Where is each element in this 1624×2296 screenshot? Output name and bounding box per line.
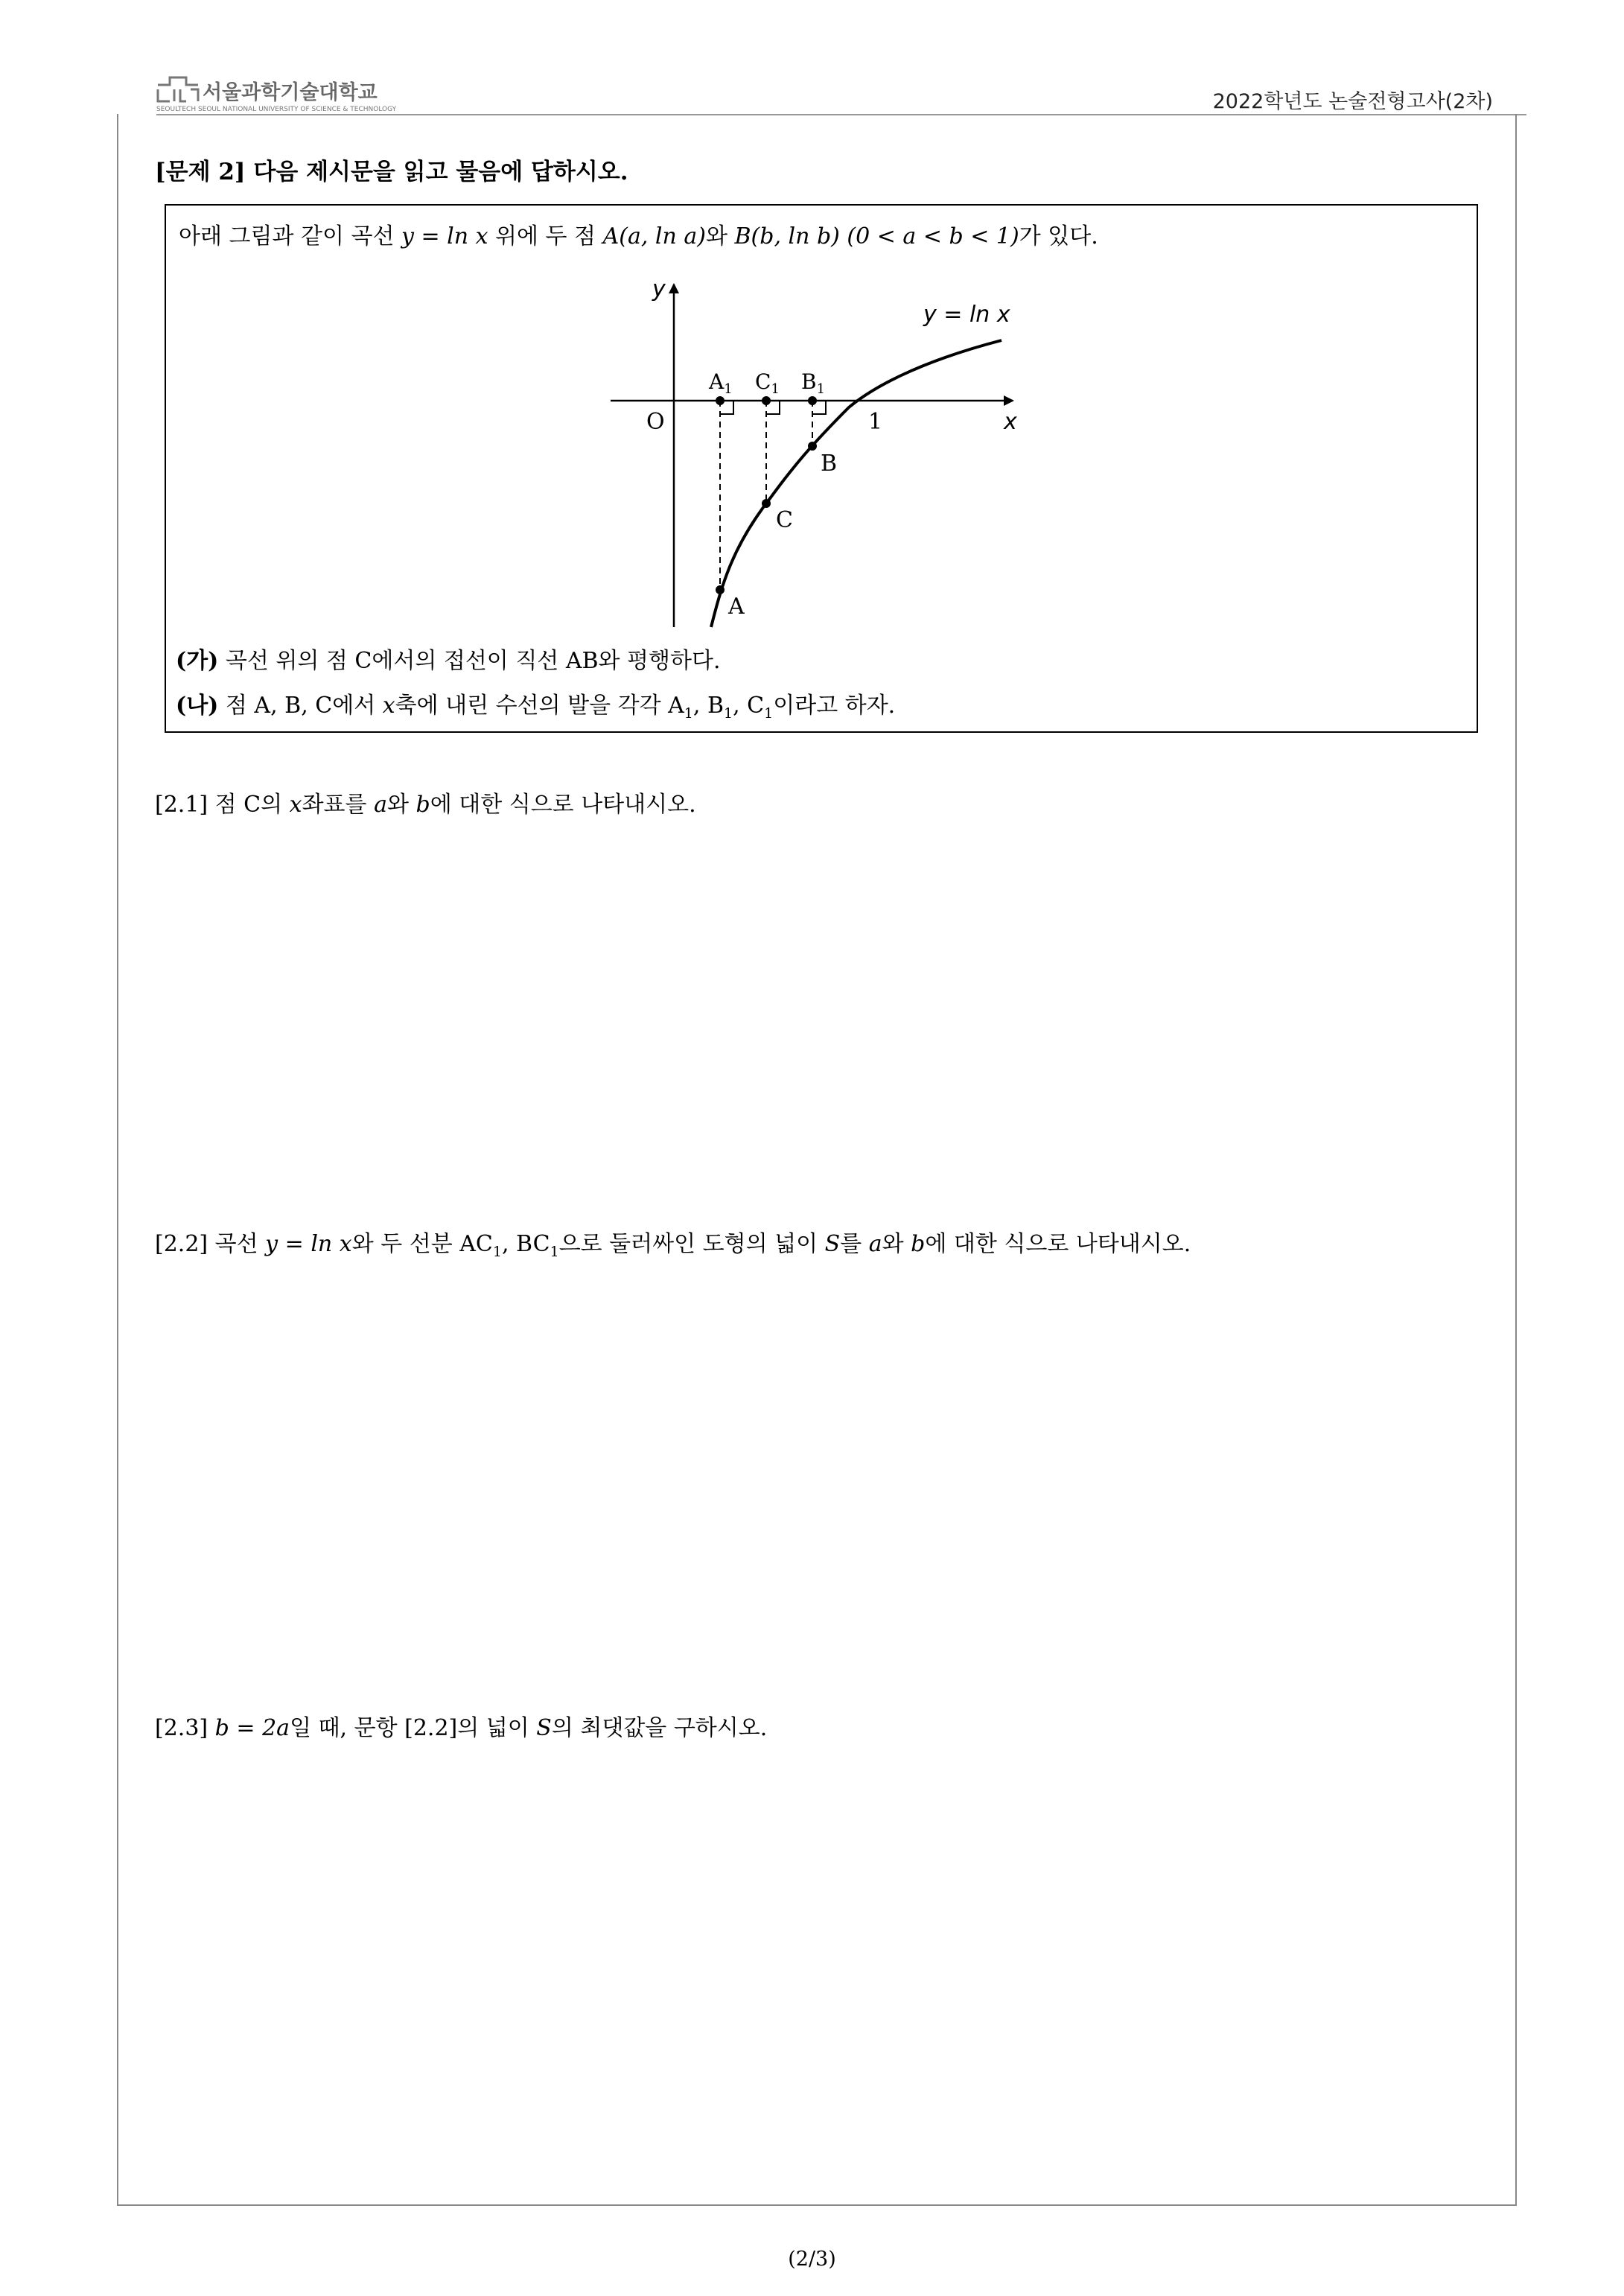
page-number: (2/3) xyxy=(788,2248,836,2271)
logo-english-name: SEOULTECH SEOUL NATIONAL UNIVERSITY OF SCIENCE & TECHNOLOGY xyxy=(156,106,397,113)
curve-label: y = ln x xyxy=(923,302,1010,328)
seoultech-emblem-icon xyxy=(156,76,200,106)
point-b1-label: $B_1$ xyxy=(801,369,826,397)
y-axis-label: y xyxy=(652,276,666,302)
point-a1-label: $A_1$ xyxy=(709,369,733,397)
origin-label: O xyxy=(646,409,665,435)
math-point-b: B(b, ln b) xyxy=(734,223,840,249)
math-point-a: A(a, ln a) xyxy=(602,223,706,249)
math-curve: y = ln x xyxy=(401,223,488,249)
point-c1-dot xyxy=(762,396,771,405)
condition-ga-label: (가) xyxy=(176,648,219,674)
point-b-label: B xyxy=(821,451,838,477)
question-2-3: [2.3] b = 2a일 때, 문항 [2.2]의 넓이 S의 최댓값을 구하시오. xyxy=(155,1715,768,1741)
x-axis-label: x xyxy=(1004,409,1017,435)
point-a-label: A xyxy=(728,594,745,620)
logo-korean-name: 서울과학기술대학교 xyxy=(203,81,378,104)
question-2-2-number: [2.2] xyxy=(155,1231,208,1257)
problem-title: [문제 2] 다음 제시문을 읽고 물음에 답하시오. xyxy=(155,159,628,185)
one-label: 1 xyxy=(868,409,883,435)
question-2-1-number: [2.1] xyxy=(155,792,208,818)
passage-intro: 아래 그림과 같이 곡선 y = ln x 위에 두 점 A(a, ln a)와 B(b, ln b) (0 < a < b < 1)가 있다. xyxy=(179,223,1098,249)
point-a-dot xyxy=(716,585,725,594)
point-b1-dot xyxy=(808,396,817,405)
question-2-2: [2.2] 곡선 y = ln x와 두 선분 $AC_1$, $BC_1$으로 둘러싸인 도형의 넓이 S를 a와 b에 대한 식으로 나타내시오. xyxy=(155,1231,1191,1260)
condition-na-label: (나) xyxy=(176,693,219,719)
ln-graph xyxy=(596,270,1042,635)
point-a1-dot xyxy=(716,396,725,405)
point-c-label: C xyxy=(776,507,793,533)
exam-title: 2022학년도 논술전형고사(2차) xyxy=(1212,90,1493,113)
point-b-dot xyxy=(808,442,817,451)
question-2-3-number: [2.3] xyxy=(155,1715,208,1741)
math-condition: (0 < a < b < 1) xyxy=(847,223,1019,249)
condition-ga: (가) 곡선 위의 점 C에서의 접선이 직선 AB와 평행하다. xyxy=(176,648,721,674)
point-c-dot xyxy=(762,499,771,508)
point-c1-label: $C_1$ xyxy=(755,369,780,397)
condition-na: (나) 점 A, B, C에서 x축에 내린 수선의 발을 각각 $A_1$, $B_1$, $C_1$이라고 하자. xyxy=(176,693,896,722)
question-2-1: [2.1] 점 C의 x좌표를 a와 b에 대한 식으로 나타내시오. xyxy=(155,792,696,818)
